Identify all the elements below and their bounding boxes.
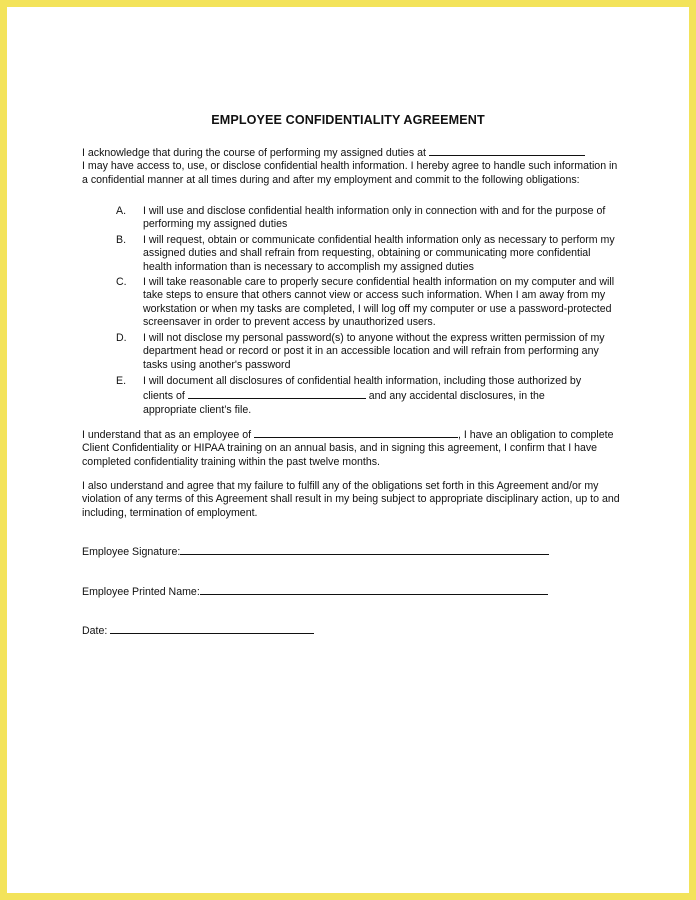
employee-signature-label: Employee Signature: xyxy=(82,546,181,558)
obligation-text: I will not disclose my personal password(s) to anyone without the express written permission of my department head or record or post it in an accessible location and will refrain from performing any tasks using another's password xyxy=(143,332,605,371)
agree-paragraph: I also understand and agree that my failure to fulfill any of the obligations set forth in this Agreement and/or my violation of any terms of this Agreement shall result in my being subject to appropriate disciplinary action, up to and including, termination of employment. xyxy=(82,480,620,519)
document-title: EMPLOYEE CONFIDENTIALITY AGREEMENT xyxy=(211,113,485,127)
obligation-text: I will use and disclose confidential health information only in connection with and for the purpose of performing my assigned duties xyxy=(143,205,606,231)
intro-text-before-blank: I acknowledge that during the course of performing my assigned duties at xyxy=(82,147,426,159)
organization-blank-line xyxy=(429,145,585,156)
date-row xyxy=(82,623,314,638)
obligation-letter: A. xyxy=(116,205,127,217)
obligation-e-line3: appropriate client’s file. xyxy=(143,403,252,416)
obligation-text xyxy=(143,375,621,417)
employee-printed-name-row xyxy=(82,584,548,599)
obligation-letter: D. xyxy=(116,332,127,344)
obligation-letter: E. xyxy=(116,375,127,387)
employee-signature-line[interactable] xyxy=(180,544,549,555)
date-line[interactable] xyxy=(110,623,314,634)
employee-printed-name-label: Employee Printed Name: xyxy=(82,586,200,598)
date-label: Date: xyxy=(82,625,108,637)
understand-rest: complete Client Confidentiality or HIPAA training on an annual basis, and in signing this agreement, I confirm that I have completed confidentiality training within the past twelve months. xyxy=(82,429,614,468)
document-page xyxy=(7,7,689,893)
intro-paragraph xyxy=(82,145,622,187)
understand-prefix: I understand that as an employee of xyxy=(82,429,252,441)
obligation-letter: B. xyxy=(116,234,127,246)
obligation-e-clients-prefix: clients of xyxy=(143,390,185,403)
employer-blank-line xyxy=(254,427,458,438)
obligation-text: I will take reasonable care to properly secure confidential health information on my computer and will take steps to ensure that others cannot view or access such information. When I am away from my workstation or when my tasks are completed, I will log off my computer or use a password-protected screensaver in order to prevent access by unauthorized users. xyxy=(143,276,615,328)
understand-paragraph xyxy=(82,427,622,469)
clients-blank-line xyxy=(188,388,366,399)
understand-suffix: , I have an obligation to xyxy=(457,429,568,441)
obligation-e-clients-suffix: and any accidental disclosures, in the xyxy=(368,390,545,403)
obligation-letter: C. xyxy=(116,276,127,288)
intro-text-after-blank: I may have access to, use, or disclose confidential health information. I hereby agree to handle such information in a confidential manner at all times during and after my employment and commit to the following obligations: xyxy=(82,160,618,186)
obligation-e-line1: I will document all disclosures of confidential health information, including those authorized by xyxy=(143,375,582,387)
employee-signature-row xyxy=(82,544,549,559)
obligation-text: I will request, obtain or communicate confidential health information only as necessary to perform my assigned duties and shall refrain from requesting, obtaining or communicating more confidential health information than is necessary to accomplish my assigned duties xyxy=(143,234,615,273)
employee-printed-name-line[interactable] xyxy=(200,584,548,595)
